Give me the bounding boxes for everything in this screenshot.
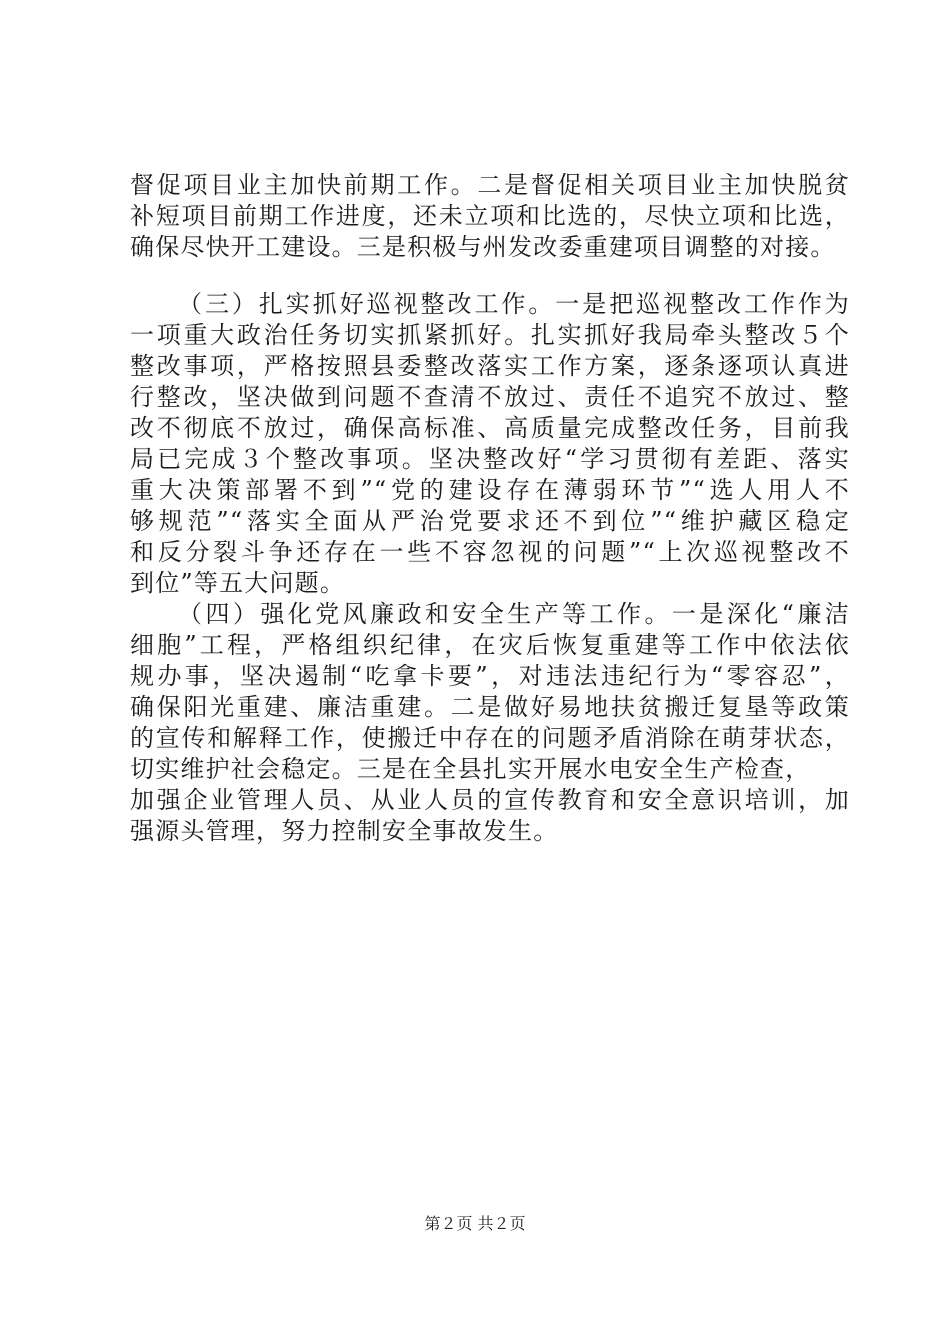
text-line: （四）强化党风廉政和安全生产等工作。一是深化“廉洁: [178, 600, 850, 628]
paragraph-section-4: [130, 599, 850, 847]
text-line: 重大决策部署不到”“党的建设存在薄弱环节”“选人用人不: [130, 476, 850, 504]
text-line: 督促项目业主加快前期工作。二是督促相关项目业主加快脱贫: [130, 171, 850, 199]
text-line: 规办事，坚决遏制“吃拿卡要”，对违法违纪行为“零容忍”，: [130, 662, 850, 690]
document-body: [130, 170, 850, 847]
text-line: 确保阳光重建、廉洁重建。二是做好易地扶贫搬迁复垦等政策: [130, 693, 850, 721]
text-line: 加强企业管理人员、从业人员的宣传教育和安全意识培训，加: [130, 786, 850, 814]
text-line: 强源头管理，努力控制安全事故发生。: [130, 817, 559, 845]
text-line: 的宣传和解释工作，使搬迁中存在的问题矛盾消除在萌芽状态，: [130, 724, 850, 752]
text-line: 补短项目前期工作进度，还未立项和比选的，尽快立项和比选，: [130, 202, 850, 230]
text-line: 行整改，坚决做到问题不查清不放过、责任不追究不放过、整: [130, 383, 850, 411]
paragraph-gap: [130, 263, 850, 289]
text-line: 够规范”“落实全面从严治党要求还不到位”“维护藏区稳定: [130, 507, 850, 535]
text-line: 和反分裂斗争还存在一些不容忽视的问题”“上次巡视整改不: [130, 538, 850, 566]
text-line: 局已完成３个整改事项。坚决整改好“学习贯彻有差距、落实: [130, 445, 850, 473]
page-footer: 第２页 共２页: [424, 1214, 526, 1233]
text-line: 一项重大政治任务切实抓紧抓好。扎实抓好我局牵头整改５个: [130, 321, 850, 349]
paragraph-section-3: [130, 289, 850, 599]
text-line: （三）扎实抓好巡视整改工作。一是把巡视整改工作作为: [178, 290, 850, 318]
paragraph-continuation: [130, 170, 850, 263]
text-line: 到位”等五大问题。: [130, 569, 346, 597]
text-line: 改不彻底不放过，确保高标准、高质量完成整改任务，目前我: [130, 414, 850, 442]
text-line: 整改事项，严格按照县委整改落实工作方案，逐条逐项认真进: [130, 352, 850, 380]
text-line: 细胞”工程，严格组织纪律，在灾后恢复重建等工作中依法依: [130, 631, 850, 659]
text-line: 切实维护社会稳定。三是在全县扎实开展水电安全生产检查，: [130, 755, 811, 783]
text-line: 确保尽快开工建设。三是积极与州发改委重建项目调整的对接。: [130, 233, 836, 261]
